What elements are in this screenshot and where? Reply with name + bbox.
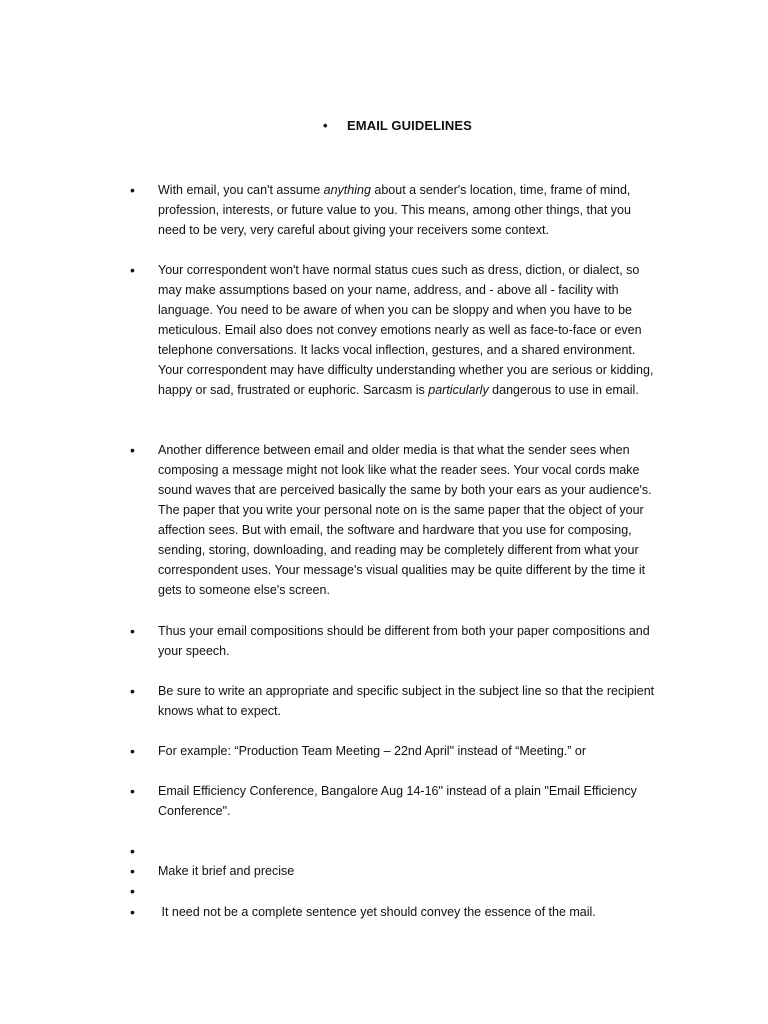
list-item-text: For example: “Production Team Meeting – 22nd April" instead of “Meeting.” or: [158, 744, 587, 758]
bullet-icon: •: [130, 182, 135, 198]
list-item-text: Your correspondent won't have normal status cues such as dress, diction, or dialect, so may make assumptions based on your name, address, and - above all - facility with language. You need to be aware of when you can be sloppy and when you have to be meticulous. Email also does not convey emotions nearly as well as face-to-face or even telephone conversations. It lacks vocal inflection, gestures, and a shared environment. Your correspondent may have difficulty understanding whether you are serious or kidding, happy or sad, frustrated or euphoric. Sarcasm is particularly dangerous to use in email.: [158, 263, 654, 397]
list-item-text: Thus your email compositions should be different from both your paper compositions and your speech.: [158, 624, 650, 658]
page-title: EMAIL GUIDELINES: [347, 118, 472, 133]
bullet-icon: •: [130, 883, 135, 899]
bullet-icon: •: [130, 904, 135, 920]
bullet-icon: •: [130, 783, 135, 799]
bullet-icon: •: [130, 743, 135, 759]
title-bullet: •: [323, 118, 328, 133]
bullet-icon: •: [130, 683, 135, 699]
bullet-icon: •: [130, 863, 135, 879]
list-item-text: Make it brief and precise: [158, 864, 295, 878]
list-item-text: Another difference between email and older media is that what the sender sees when composing a message might not look like what the reader sees. Your vocal cords make sound waves that are perceived basically the same by both your ears as your audience's. The paper that you write your personal note on is the same paper that the object of your affection sees. But with email, the software and hardware that you use for composing, sending, storing, downloading, and reading may be completely different from what your correspondent uses. Your message's visual qualities may be quite different by the time it gets to someone else's screen.: [158, 443, 652, 597]
list-item-text: Be sure to write an appropriate and specific subject in the subject line so that the recipient knows what to expect.: [158, 684, 655, 718]
list-item-text: With email, you can't assume anything about a sender's location, time, frame of mind, profession, interests, or future value to you. This means, among other things, that you need to be very, very careful about giving your receivers some context.: [158, 183, 631, 237]
list-item-text: It need not be a complete sentence yet should convey the essence of the mail.: [158, 905, 596, 919]
bullet-icon: •: [130, 442, 135, 458]
bullet-icon: •: [130, 262, 135, 278]
list-item-text: Email Efficiency Conference, Bangalore Aug 14-16" instead of a plain "Email Efficiency Conference".: [158, 784, 637, 818]
bullet-icon: •: [130, 623, 135, 639]
bullet-icon: •: [130, 843, 135, 859]
